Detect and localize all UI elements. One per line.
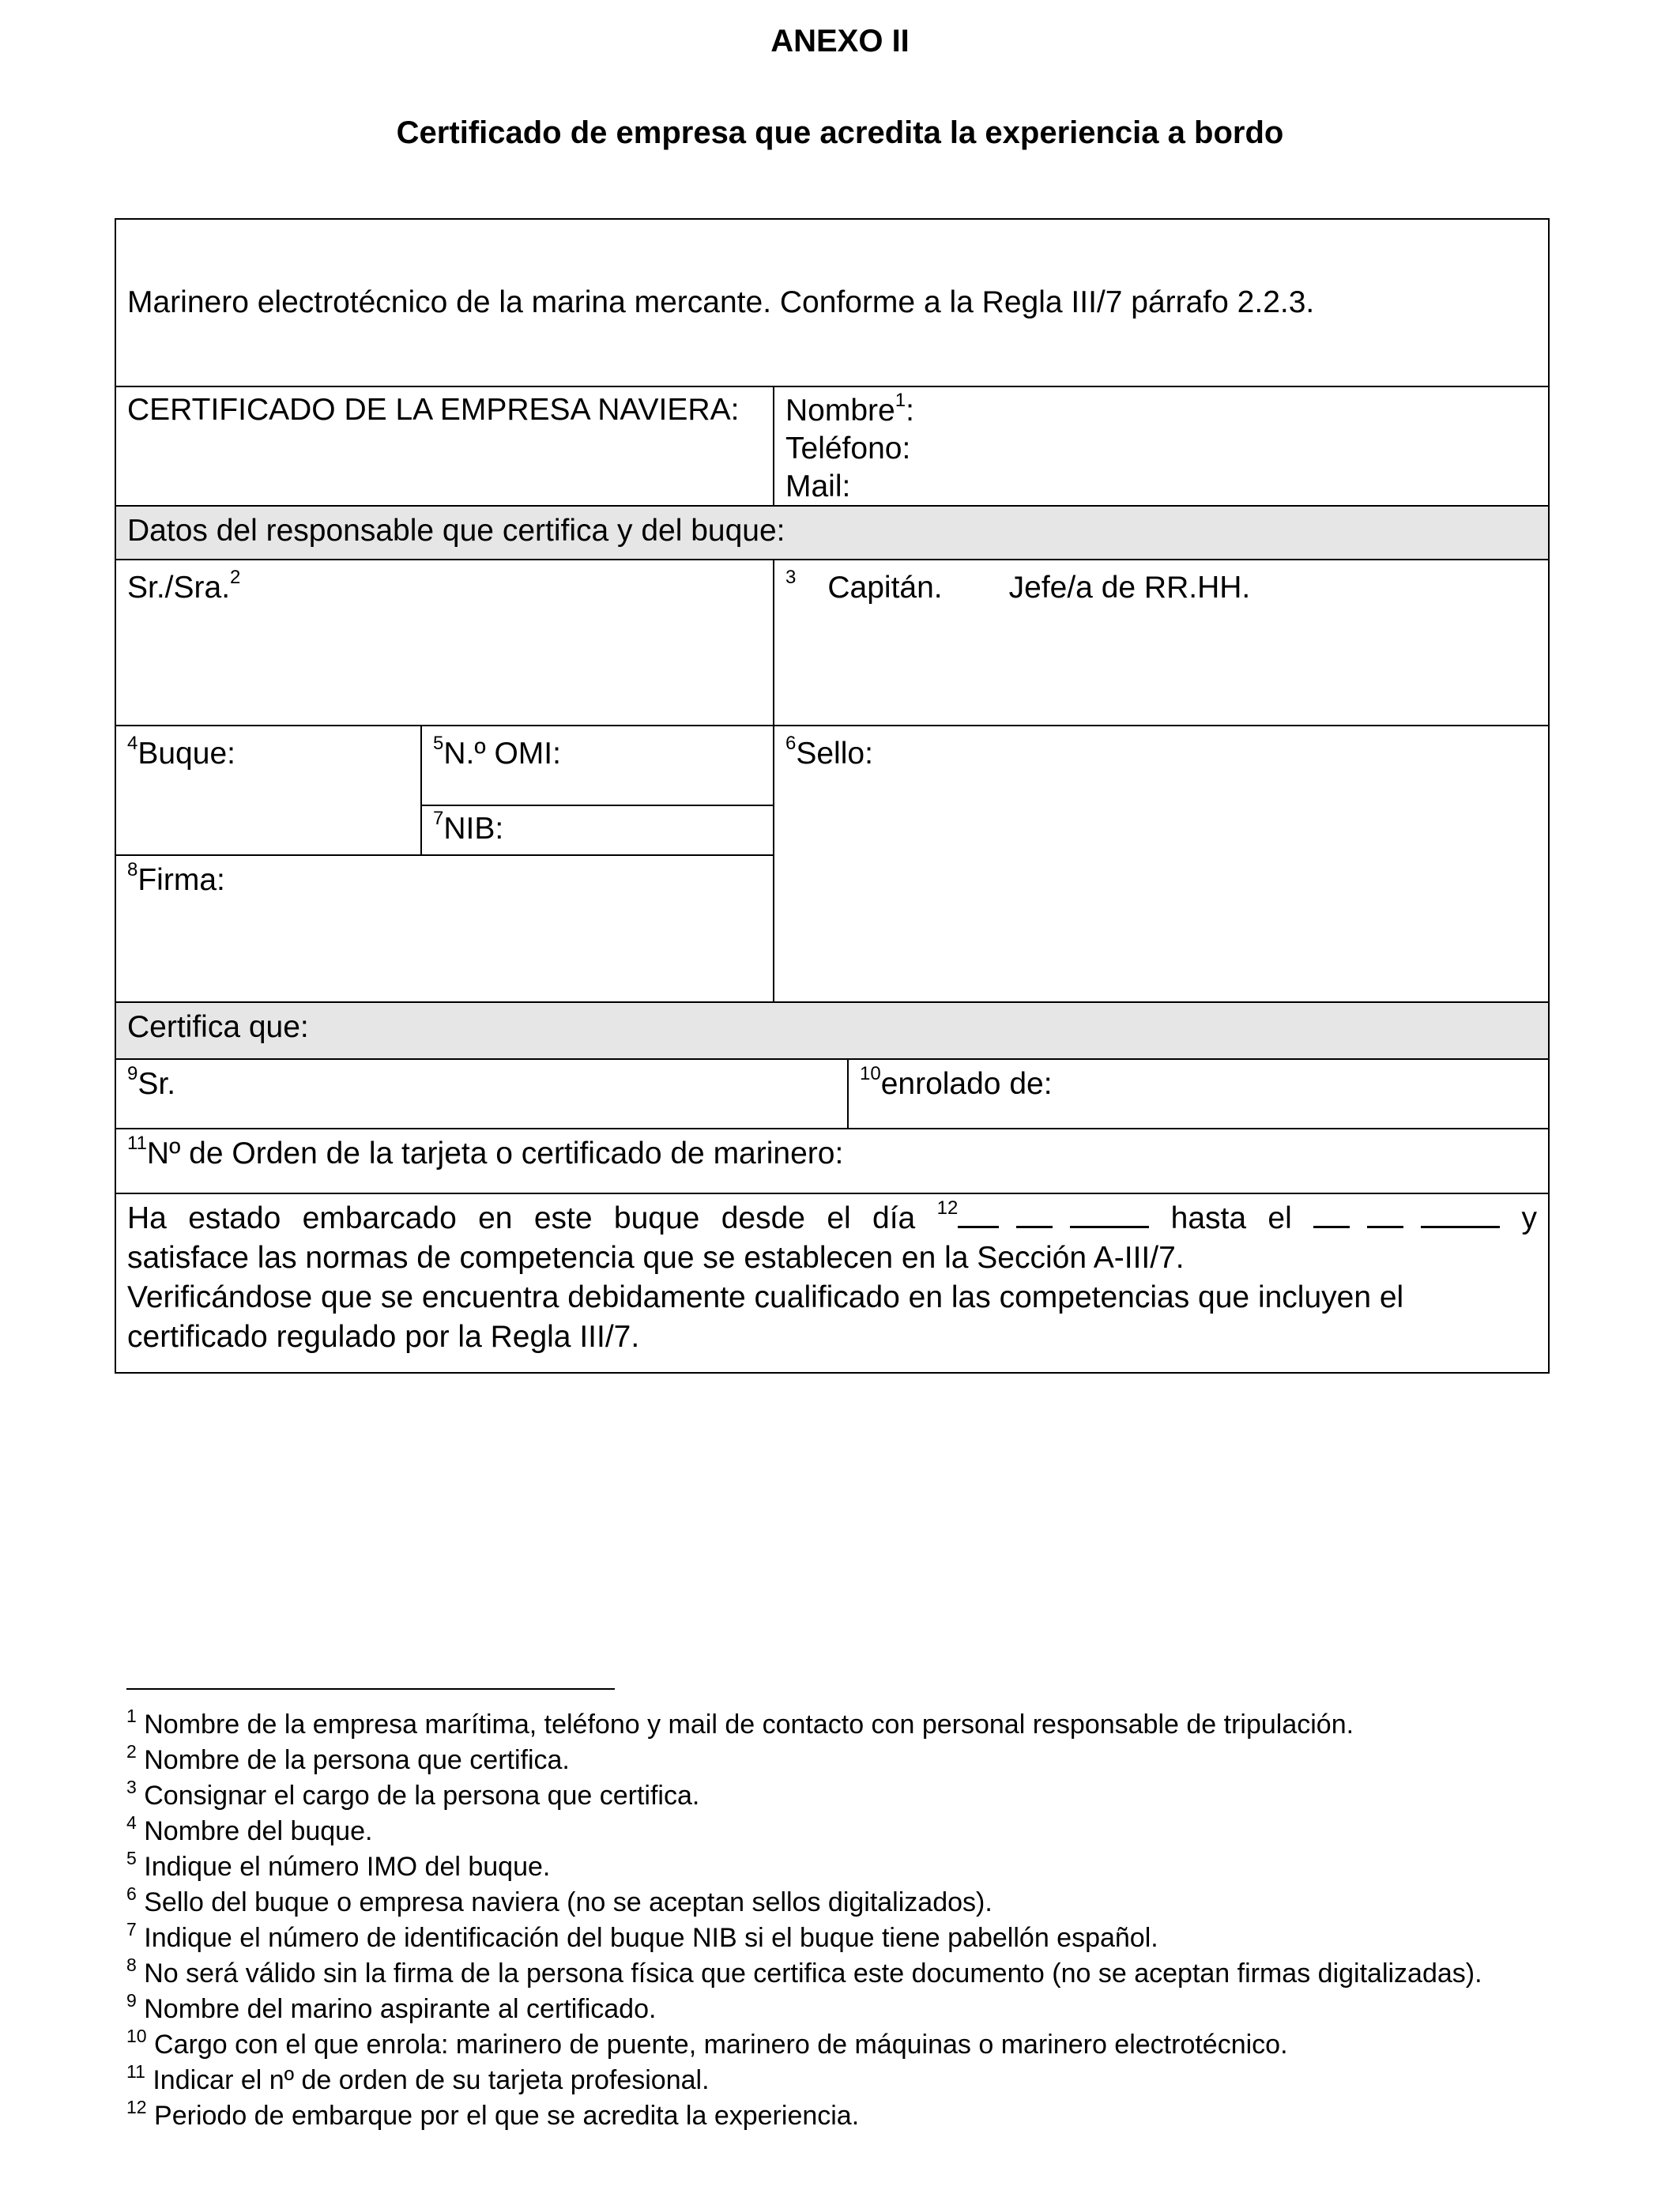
footnote-11: $^{11}$ Indicar el nº de orden de su tarjeta profesional. — [126, 2060, 710, 2095]
orden-label: Nº de Orden de la tarjeta o certificado de marinero: — [146, 1137, 844, 1171]
sr-ref: 9 — [127, 1063, 138, 1084]
nib-ref: 7 — [433, 808, 444, 829]
embarque-line-1 — [127, 1199, 1537, 1238]
srsra-ref: 2 — [230, 567, 241, 588]
annex-title: ANEXO II — [770, 24, 910, 58]
orden-ref: 11 — [127, 1133, 147, 1154]
omi-label: N.º OMI: — [443, 737, 561, 771]
fecha-desde-mes[interactable] — [1016, 1201, 1053, 1228]
firma-ref: 8 — [127, 859, 138, 880]
footnotes — [126, 1707, 1549, 2134]
responsable-header — [115, 505, 1550, 560]
footnote-1: $^1$ Nombre de la empresa marítima, teléfono y mail de contacto con personal responsable de tripulación. — [126, 1705, 1354, 1740]
embarque-cell[interactable] — [115, 1193, 1550, 1374]
firma-label: Firma: — [137, 863, 225, 897]
intro-cell — [115, 218, 1550, 387]
nib-cell[interactable] — [420, 805, 774, 856]
footnote-9: $^9$ Nombre del marino aspirante al certificado. — [126, 1989, 657, 2024]
enrolado-cell[interactable] — [847, 1058, 1550, 1129]
footnote-separator — [126, 1688, 615, 1690]
capitan-option[interactable]: Capitán. — [827, 571, 943, 605]
mail-label: Mail: — [785, 469, 851, 503]
embarque-hasta: hasta el — [1170, 1201, 1292, 1235]
orden-cell[interactable] — [115, 1128, 1550, 1194]
company-label: CERTIFICADO DE LA EMPRESA NAVIERA: — [127, 393, 740, 427]
intro-text: Marinero electrotécnico de la marina mercante. Conforme a la Regla III/7 párrafo 2.2.3. — [127, 285, 1315, 319]
enrolado-label: enrolado de: — [880, 1067, 1053, 1101]
embarque-y: y — [1521, 1201, 1538, 1235]
cargo-ref: 3 — [785, 567, 797, 588]
firma-cell[interactable] — [115, 854, 774, 1003]
omi-cell[interactable] — [420, 725, 774, 806]
fecha-hasta-dia[interactable] — [1313, 1201, 1350, 1228]
certifica-header — [115, 1001, 1550, 1060]
enrolado-ref: 10 — [860, 1063, 881, 1084]
sr-cell[interactable] — [115, 1058, 849, 1129]
buque-label: Buque: — [137, 737, 235, 771]
footnote-6: $^6$ Sello del buque o empresa naviera (no se aceptan sellos digitalizados). — [126, 1883, 993, 1917]
document-title: Certificado de empresa que acredita la experiencia a bordo — [396, 115, 1284, 150]
jefe-rrhh-option[interactable]: Jefe/a de RR.HH. — [1008, 571, 1251, 605]
cargo-cell[interactable] — [773, 559, 1550, 726]
footnote-3: $^3$ Consignar el cargo de la persona que certifica. — [126, 1776, 700, 1811]
nib-label: NIB: — [443, 812, 504, 846]
embarque-text-2: satisface las normas de competencia que se establecen en la Sección A-III/7. — [127, 1241, 1185, 1275]
omi-ref: 5 — [433, 733, 444, 754]
responsable-header-text: Datos del responsable que certifica y del buque: — [127, 514, 785, 548]
fecha-hasta-mes[interactable] — [1367, 1201, 1403, 1228]
telefono-label: Teléfono: — [785, 432, 911, 466]
fecha-hasta-anio[interactable] — [1421, 1201, 1500, 1228]
fecha-desde-dia[interactable] — [958, 1201, 999, 1228]
certifica-header-text: Certifica que: — [127, 1010, 309, 1044]
embarque-text-1: Ha estado embarcado en este buque desde el día — [127, 1201, 916, 1235]
footnote-2: $^2$ Nombre de la persona que certifica. — [126, 1740, 570, 1775]
buque-ref: 4 — [127, 733, 138, 754]
sello-ref: 6 — [785, 733, 797, 754]
footnote-7: $^7$ Indique el número de identificación del buque NIB si el buque tiene pabellón español. — [126, 1918, 1158, 1953]
contact-cell[interactable]: Nombre$^1$: Teléfono: Mail: — [773, 386, 1550, 507]
embarque-text-3: Verificándose que se encuentra debidamente cualificado en las competencias que incluyen el certificado regulado por la Regla III/7. — [127, 1280, 1404, 1354]
embarque-ref: 12 — [936, 1197, 959, 1219]
buque-cell[interactable] — [115, 725, 422, 856]
company-cell — [115, 386, 774, 507]
footnote-8: $^8$ No será válido sin la firma de la persona física que certifica este documento (no se aceptan firmas digitalizadas). — [126, 1954, 1482, 1989]
nombre-label: Nombre — [785, 394, 895, 428]
fecha-desde-anio[interactable] — [1070, 1201, 1149, 1228]
footnote-12: $^{12}$ Periodo de embarque por el que se acredita la experiencia. — [126, 2096, 860, 2131]
srsra-cell[interactable] — [115, 559, 774, 726]
sello-label: Sello: — [796, 737, 873, 771]
footnote-5: $^5$ Indique el número IMO del buque. — [126, 1847, 551, 1882]
sr-label: Sr. — [137, 1067, 176, 1101]
sello-cell[interactable] — [773, 725, 1550, 1003]
footnote-4: $^4$ Nombre del buque. — [126, 1811, 373, 1846]
nombre-ref: 1 — [895, 390, 906, 411]
footnote-10: $^{10}$ Cargo con el que enrola: marinero de puente, marinero de máquinas o marinero electrotécnico. — [126, 2025, 1288, 2060]
srsra-label: Sr./Sra. — [127, 571, 231, 605]
